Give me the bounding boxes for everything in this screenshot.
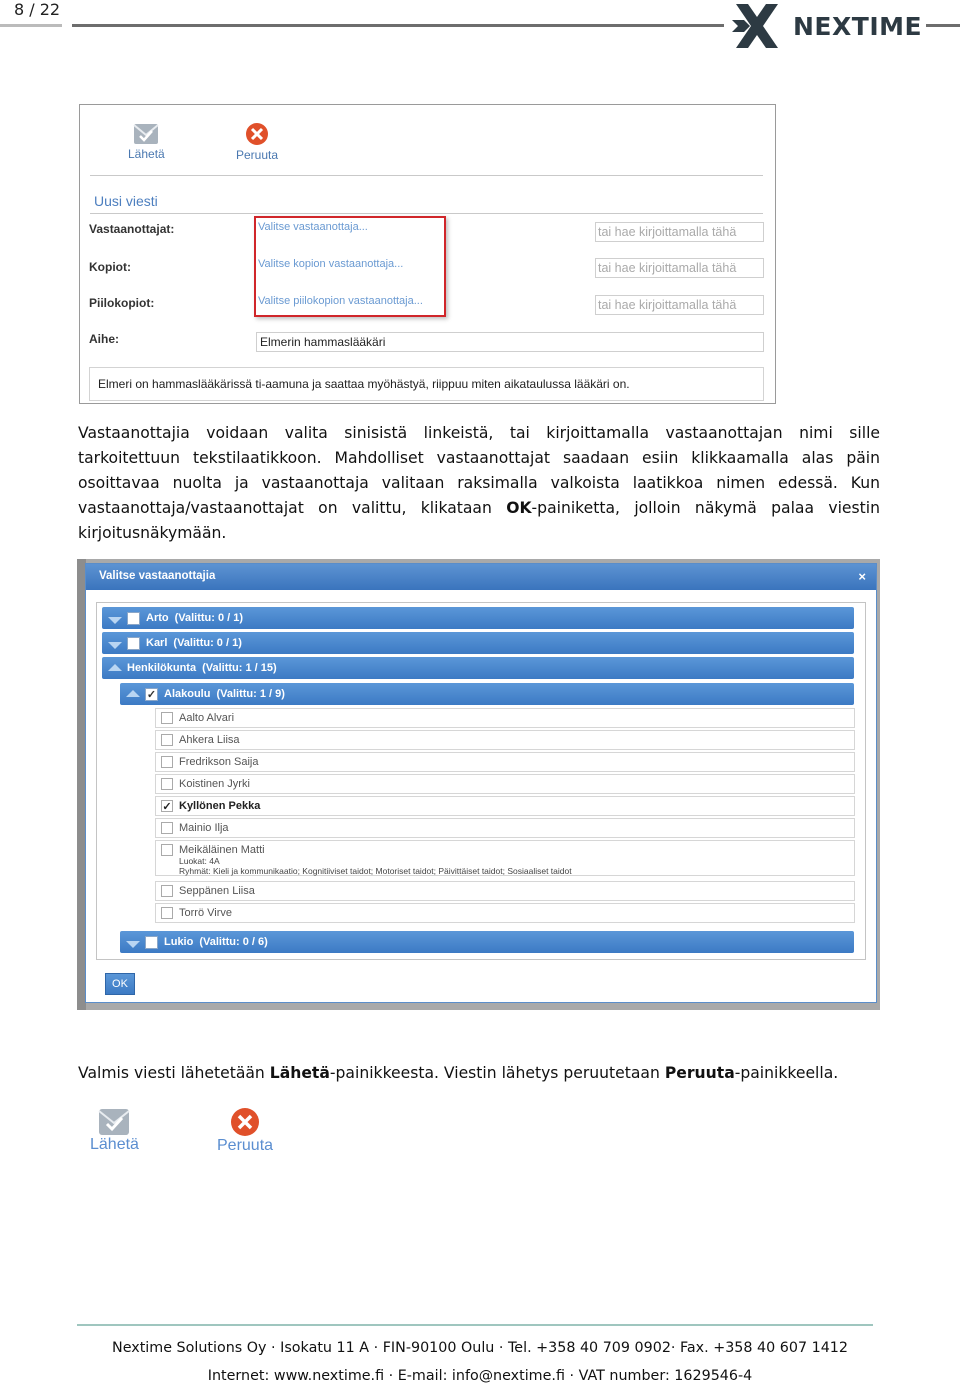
recipient-tree bbox=[96, 602, 866, 960]
person-name: Seppänen Liisa bbox=[179, 885, 255, 897]
checkbox[interactable] bbox=[161, 712, 173, 724]
list-item[interactable] bbox=[155, 708, 855, 728]
subject-field[interactable]: Elmerin hammaslääkäri bbox=[256, 332, 764, 352]
group-name: Lukio bbox=[164, 936, 194, 948]
group-count: (Valittu: 0 / 1) bbox=[173, 637, 242, 649]
group-count: (Valittu: 1 / 9) bbox=[216, 688, 285, 700]
person-name: Koistinen Jyrki bbox=[179, 778, 250, 790]
list-item[interactable] bbox=[155, 881, 855, 901]
checkbox[interactable] bbox=[145, 936, 158, 949]
para1-text-b: -painiketta, jolloin näkymä palaa viestin kirjoitusnäkymään. bbox=[78, 499, 880, 542]
message-body-field[interactable]: Elmeri on hammaslääkärissä ti-aamuna ja saattaa myöhästyä, riippuu miten aikataulussa lääkäri on. bbox=[89, 367, 764, 401]
toolbar-divider bbox=[90, 175, 763, 176]
expand-arrow-icon[interactable] bbox=[108, 642, 122, 649]
choose-recipient-link[interactable]: Valitse vastaanottaja... bbox=[258, 221, 368, 233]
checkbox[interactable] bbox=[161, 822, 173, 834]
choose-cc-link[interactable]: Valitse kopion vastaanottaja... bbox=[258, 258, 404, 270]
group-name: Karl bbox=[146, 637, 168, 649]
group-henkilokunta[interactable] bbox=[102, 657, 854, 679]
para1-bold-ok: OK bbox=[506, 499, 532, 517]
checkbox[interactable] bbox=[161, 756, 173, 768]
collapse-arrow-icon[interactable] bbox=[126, 690, 140, 697]
expand-arrow-icon[interactable] bbox=[108, 617, 122, 624]
bcc-search-input[interactable]: tai hae kirjoittamalla tähä bbox=[595, 295, 764, 315]
footer-address: Nextime Solutions Oy · Isokatu 11 A · FIN-90100 Oulu · Tel. +358 40 709 0902· Fax. +358 40 607 1412 bbox=[112, 1340, 848, 1356]
checkbox-checked[interactable]: ✓ bbox=[162, 800, 172, 813]
cc-label: Kopiot: bbox=[89, 260, 131, 274]
group-arto[interactable] bbox=[102, 607, 854, 629]
checkbox[interactable] bbox=[161, 734, 173, 746]
dialog-title: Valitse vastaanottajia bbox=[99, 570, 216, 582]
para2-bold-send: Lähetä bbox=[269, 1064, 330, 1082]
send-button[interactable] bbox=[128, 123, 165, 161]
to-search-input[interactable]: tai hae kirjoittamalla tähä bbox=[595, 222, 764, 242]
nextime-logo-icon bbox=[732, 2, 782, 50]
collapse-arrow-icon[interactable] bbox=[108, 664, 122, 671]
cancel-label: Peruuta bbox=[236, 148, 279, 162]
person-name: Mainio Ilja bbox=[179, 822, 229, 834]
choose-recipients-screenshot bbox=[77, 559, 880, 1010]
group-alakoulu[interactable] bbox=[120, 683, 854, 705]
send-cancel-paragraph bbox=[78, 1061, 838, 1086]
close-icon[interactable]: × bbox=[858, 569, 866, 584]
checkbox-partial[interactable]: ✓ bbox=[146, 688, 157, 701]
person-groups: Ryhmät: Kieli ja kommunikaatio; Kognitiiviset taidot; Motoriset taidot; Päivittäiset taidot; Sosiaaliset taidot bbox=[179, 866, 572, 876]
cancel-button-large[interactable] bbox=[217, 1107, 273, 1155]
cancel-icon bbox=[245, 122, 269, 146]
list-item[interactable] bbox=[155, 903, 855, 923]
person-name: Meikäläinen Matti bbox=[179, 844, 265, 856]
highlight-box bbox=[254, 216, 446, 317]
person-classes: Luokat: 4A bbox=[179, 856, 220, 866]
cancel-button[interactable] bbox=[236, 122, 278, 162]
instructions-paragraph bbox=[78, 421, 880, 546]
cancel-label: Peruuta bbox=[217, 1137, 274, 1154]
ok-button[interactable]: OK bbox=[105, 973, 135, 995]
para2-text-2: -painikkeesta. Viestin lähetys peruutetaan bbox=[329, 1064, 665, 1082]
title-divider bbox=[90, 213, 763, 214]
cancel-icon bbox=[230, 1107, 260, 1137]
logo-text: NEXTIME bbox=[793, 12, 923, 41]
checkbox[interactable] bbox=[127, 637, 140, 650]
to-label: Vastaanottajat: bbox=[89, 222, 175, 236]
group-count: (Valittu: 0 / 1) bbox=[174, 612, 244, 624]
checkbox[interactable] bbox=[161, 778, 173, 790]
group-count: (Valittu: 1 / 15) bbox=[202, 662, 277, 674]
message-title: Uusi viesti bbox=[94, 193, 158, 209]
checkbox[interactable] bbox=[127, 612, 140, 625]
checkbox[interactable] bbox=[161, 907, 173, 919]
list-item[interactable] bbox=[155, 752, 855, 772]
expand-arrow-icon[interactable] bbox=[126, 941, 140, 948]
person-name: Torrö Virve bbox=[179, 907, 232, 919]
para2-text-3: -painikkeella. bbox=[734, 1064, 839, 1082]
envelope-icon bbox=[133, 123, 159, 145]
footer-contact: Internet: www.nextime.fi · E-mail: info@nextime.fi · VAT number: 1629546-4 bbox=[207, 1368, 753, 1384]
cc-search-input[interactable]: tai hae kirjoittamalla tähä bbox=[595, 258, 764, 278]
send-label: Lähetä bbox=[128, 147, 165, 161]
header-rule-right bbox=[926, 24, 960, 27]
para2-text-1: Valmis viesti lähetetään bbox=[78, 1064, 270, 1082]
person-name: Kyllönen Pekka bbox=[179, 800, 261, 812]
new-message-screenshot bbox=[79, 104, 776, 404]
choose-recipients-dialog bbox=[85, 563, 877, 1003]
person-name: Fredrikson Saija bbox=[179, 756, 259, 768]
group-lukio[interactable] bbox=[120, 931, 854, 953]
person-details bbox=[179, 844, 572, 876]
header-rule-left bbox=[0, 24, 62, 27]
footer-rule bbox=[77, 1324, 873, 1326]
list-item[interactable] bbox=[155, 730, 855, 750]
send-button-large[interactable] bbox=[90, 1108, 139, 1154]
person-name: Ahkera Liisa bbox=[179, 734, 240, 746]
para2-bold-cancel: Peruuta bbox=[664, 1064, 735, 1082]
group-count: (Valittu: 0 / 6) bbox=[199, 936, 268, 948]
bcc-label: Piilokopiot: bbox=[89, 296, 155, 310]
para1-text-a: Vastaanottajia voidaan valita sinisistä linkeistä, tai kirjoittamalla vastaanottajan nimi sille tarkoitettuun tekstilaatikkoon. Mahdolliset vastaanottajat saadaan esiin klikkaamalla alas päin osoittavaa nuolta ja vastaanottaja valitaan raksimalla valkoista laatikkoa nimen edessä. Kun vastaanottaja/vastaanottajat on valittu, klikataan bbox=[78, 424, 880, 517]
dialog-titlebar bbox=[86, 564, 876, 590]
choose-bcc-link[interactable]: Valitse piilokopion vastaanottaja... bbox=[258, 295, 423, 307]
group-karl[interactable] bbox=[102, 632, 854, 654]
checkbox[interactable] bbox=[161, 844, 173, 856]
list-item[interactable] bbox=[155, 774, 855, 794]
person-name: Aalto Alvari bbox=[179, 712, 235, 724]
group-name: Henkilökunta bbox=[127, 662, 197, 674]
subject-label: Aihe: bbox=[89, 332, 119, 346]
group-name: Arto bbox=[146, 612, 169, 624]
envelope-icon bbox=[98, 1108, 130, 1136]
send-label: Lähetä bbox=[90, 1136, 139, 1153]
list-item[interactable] bbox=[155, 840, 855, 876]
page-number: 8 / 22 bbox=[14, 0, 61, 19]
list-item[interactable] bbox=[155, 818, 855, 838]
header-rule bbox=[72, 24, 724, 27]
checkbox[interactable] bbox=[161, 885, 173, 897]
group-name: Alakoulu bbox=[164, 688, 211, 700]
list-item-selected[interactable] bbox=[155, 796, 855, 816]
